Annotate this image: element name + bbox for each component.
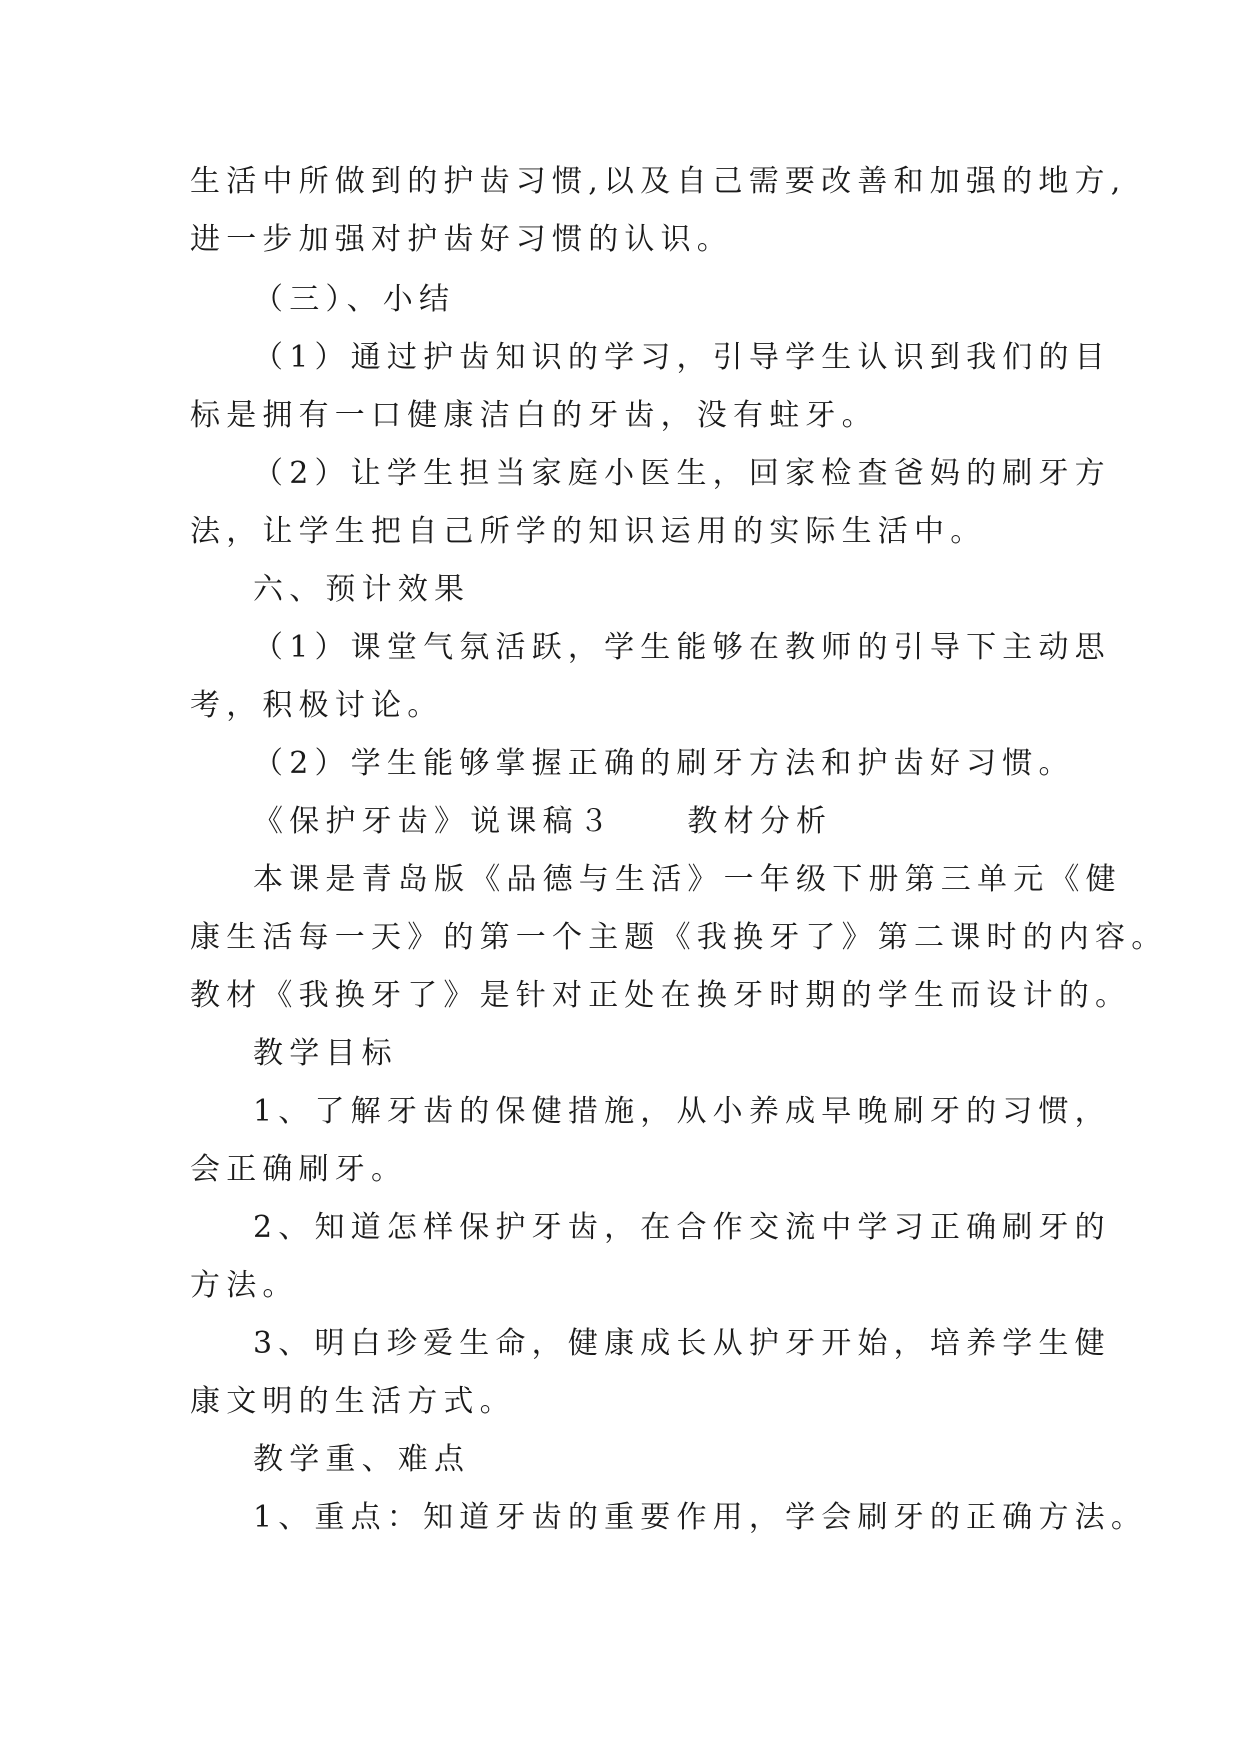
text-line-17: 1、了解牙齿的保健措施，从小养成早晚刷牙的习惯， — [253, 1094, 1111, 1129]
text-line-6: （2）让学生担当家庭小医生，回家检查爸妈的刷牙方 — [253, 456, 1111, 491]
text-line-20: 方法。 — [190, 1268, 299, 1303]
text-line-14: 康生活每一天》的第一个主题《我换牙了》第二课时的内容。 — [190, 920, 1168, 955]
section-heading-summary: （三）、小结 — [253, 282, 456, 317]
section-heading-lesson-3: 《保护牙齿》说课稿３ 教材分析 — [253, 804, 833, 839]
text-line-4: （1）通过护齿知识的学习，引导学生认识到我们的目 — [253, 340, 1111, 375]
text-line-24: 1、重点：知道牙齿的重要作用，学会刷牙的正确方法。 — [253, 1500, 1148, 1535]
text-line-18: 会正确刷牙。 — [190, 1152, 408, 1187]
text-line-7: 法，让学生把自己所学的知识运用的实际生活中。 — [190, 514, 987, 549]
text-line-9: （1）课堂气氛活跃，学生能够在教师的引导下主动思 — [253, 630, 1111, 665]
text-line-21: 3、明白珍爱生命，健康成长从护牙开始，培养学生健 — [253, 1326, 1111, 1361]
section-heading-expected-effect: 六、预计效果 — [253, 572, 471, 607]
text-line-10: 考，积极讨论。 — [190, 688, 444, 723]
text-line-15: 教材《我换牙了》是针对正处在换牙时期的学生而设计的。 — [190, 978, 1132, 1013]
text-line-2: 进一步加强对护齿好习惯的认识。 — [190, 222, 733, 257]
text-line-22: 康文明的生活方式。 — [190, 1384, 516, 1419]
text-line-1: 生活中所做到的护齿习惯,以及自己需要改善和加强的地方, — [190, 164, 1127, 199]
section-heading-key-points: 教学重、难点 — [253, 1442, 471, 1477]
section-heading-teaching-goals: 教学目标 — [253, 1036, 398, 1071]
text-line-5: 标是拥有一口健康洁白的牙齿，没有蛀牙。 — [190, 398, 878, 433]
text-line-13: 本课是青岛版《品德与生活》一年级下册第三单元《健 — [253, 862, 1122, 897]
text-line-11: （2）学生能够掌握正确的刷牙方法和护齿好习惯。 — [253, 746, 1075, 781]
text-line-19: 2、知道怎样保护牙齿，在合作交流中学习正确刷牙的 — [253, 1210, 1111, 1245]
